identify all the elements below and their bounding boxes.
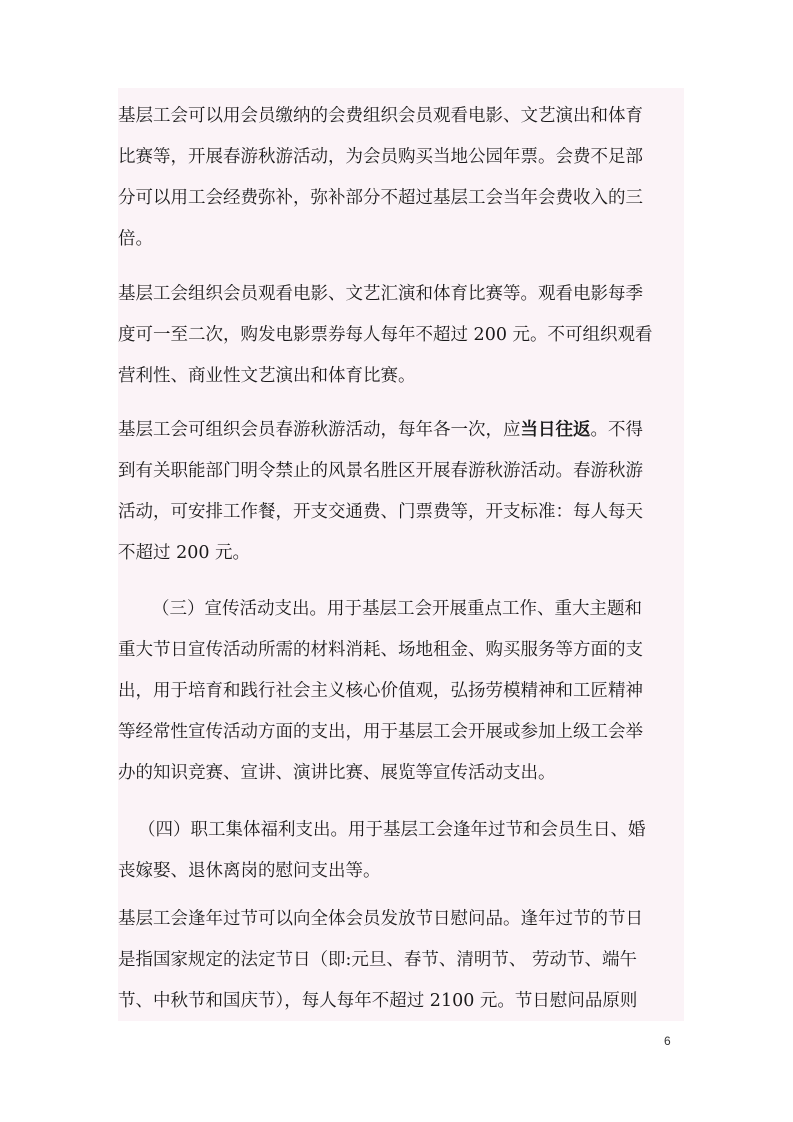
paragraph-membership-fee-activities xyxy=(118,96,684,260)
text-line: 基层工会可以用会员缴纳的会费组织会员观看电影、文艺演出和体育 xyxy=(118,106,643,126)
page-number: 6 xyxy=(664,1034,671,1048)
text-line: （四）职工集体福利支出。用于基层工会逢年过节和会员生日、婚 xyxy=(138,820,646,840)
paragraph-holiday-gifts xyxy=(118,899,684,1022)
text-line xyxy=(118,410,684,451)
text-line: 丧嫁娶、退休离岗的慰问支出等。 xyxy=(118,861,381,881)
text-line: 度可一至二次，购发电影票券每人每年不超过 200 元。不可组织观看 xyxy=(118,325,653,345)
text-line: 等经常性宣传活动方面的支出，用于基层工会开展或参加上级工会举 xyxy=(118,722,643,742)
text-line: 是指国家规定的法定节日（即:元旦、春节、清明节、 劳动节、端午 xyxy=(118,950,637,970)
text-line: 不超过 200 元。 xyxy=(118,543,251,563)
text-line: 分可以用工会经费弥补，弥补部分不超过基层工会当年会费收入的三 xyxy=(118,188,643,208)
text-line: 基层工会组织会员观看电影、文艺汇演和体育比赛等。观看电影每季 xyxy=(118,284,643,304)
text-line: （三）宣传活动支出。用于基层工会开展重点工作、重大主题和 xyxy=(152,599,642,619)
paragraph-spring-autumn-outings xyxy=(118,410,684,574)
text-line: 活动，可安排工作餐，开支交通费、门票费等，开支标准：每人每天 xyxy=(118,502,643,522)
text-line: 比赛等，开展春游秋游活动，为会员购买当地公园年票。会费不足部 xyxy=(118,147,643,167)
text-line: 出，用于培育和践行社会主义核心价值观，弘扬劳模精神和工匠精神 xyxy=(118,681,643,701)
text-line: 倍。 xyxy=(118,229,153,249)
text-segment: 。不得 xyxy=(590,420,643,440)
text-segment: 基层工会可组织会员春游秋游活动，每年各一次，应 xyxy=(118,420,521,440)
paragraph-movies-performances xyxy=(118,274,684,397)
bold-emphasis: 当日往返 xyxy=(520,420,591,440)
text-line: 办的知识竞赛、宣讲、演讲比赛、展览等宣传活动支出。 xyxy=(118,763,556,783)
text-line: 重大节日宣传活动所需的材料消耗、场地租金、购买服务等方面的支 xyxy=(118,640,643,660)
text-line: 到有关职能部门明令禁止的风景名胜区开展春游秋游活动。春游秋游 xyxy=(118,461,643,481)
text-line: 基层工会逢年过节可以向全体会员发放节日慰问品。逢年过节的节日 xyxy=(118,909,643,929)
text-line: 营利性、商业性文艺演出和体育比赛。 xyxy=(118,366,416,386)
text-line: 节、中秋节和国庆节），每人每年不超过 2100 元。节日慰问品原则 xyxy=(118,991,638,1011)
paragraph-collective-welfare xyxy=(118,810,684,892)
paragraph-publicity-expenses xyxy=(118,589,684,794)
